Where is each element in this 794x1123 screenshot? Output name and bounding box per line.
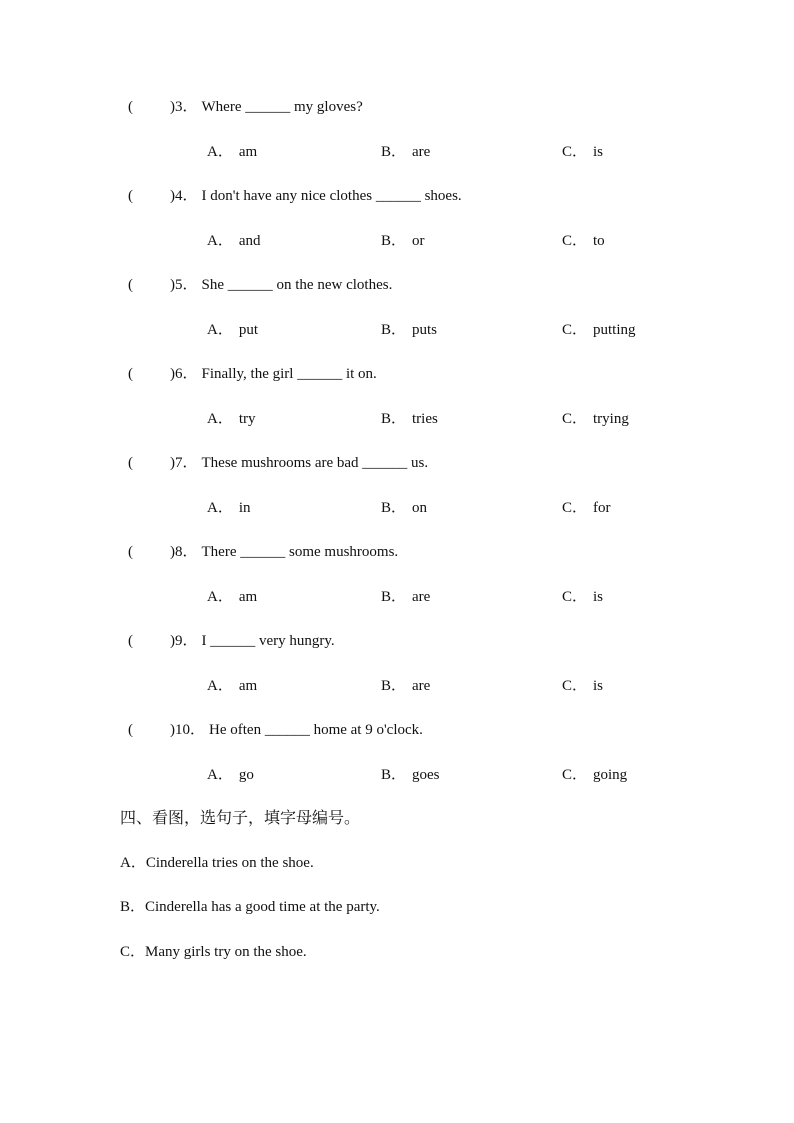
- option-letter: A．: [207, 411, 233, 427]
- section-title: 四、看图，选句子，填字母编号。: [120, 808, 361, 827]
- option-letter: C．: [562, 144, 588, 160]
- option-text: are: [412, 678, 431, 694]
- sentence-c: C．Many girls try on the shoe.: [120, 944, 307, 960]
- question-stem: [128, 96, 363, 118]
- question-stem: [128, 452, 428, 474]
- question-number: 7．: [175, 455, 198, 471]
- option-letter: C．: [562, 500, 588, 516]
- options-row: [0, 319, 794, 341]
- option-text: and: [238, 233, 261, 249]
- answer-paren-close: ): [170, 722, 175, 738]
- option-letter: C．: [562, 678, 588, 694]
- option-text: try: [238, 411, 256, 427]
- option-text: or: [412, 233, 425, 249]
- question-stem: [128, 363, 377, 385]
- question-number: 4．: [175, 188, 198, 204]
- answer-paren-open: (: [128, 722, 133, 738]
- option-text: tries: [412, 411, 438, 427]
- option-a: [207, 408, 256, 430]
- option-letter: C．: [562, 322, 588, 338]
- answer-paren-open: (: [128, 366, 133, 382]
- answer-paren-open: (: [128, 633, 133, 649]
- question-5: [0, 274, 794, 364]
- option-c: [562, 230, 605, 252]
- option-text: is: [593, 589, 604, 605]
- options-row: [0, 408, 794, 430]
- option-c: [562, 408, 629, 430]
- option-letter: A．: [207, 144, 233, 160]
- question-text: He often ______ home at 9 o'clock.: [209, 722, 423, 738]
- option-letter: C．: [562, 233, 588, 249]
- option-a: [207, 586, 257, 608]
- option-c: [562, 675, 603, 697]
- answer-paren-close: ): [170, 99, 175, 115]
- answer-paren-close: ): [170, 633, 175, 649]
- options-row: [0, 675, 794, 697]
- option-text: are: [412, 144, 431, 160]
- option-letter: B．: [381, 500, 407, 516]
- answer-paren-close: ): [170, 366, 175, 382]
- answer-paren-close: ): [170, 188, 175, 204]
- option-letter: A．: [207, 233, 233, 249]
- option-b: [381, 319, 437, 341]
- option-text: on: [412, 500, 428, 516]
- option-text: am: [238, 678, 258, 694]
- question-9: [0, 630, 794, 720]
- option-letter: A．: [207, 589, 233, 605]
- question-6: [0, 363, 794, 453]
- option-c: [562, 764, 627, 786]
- question-stem: [128, 541, 398, 563]
- question-text: Finally, the girl ______ it on.: [201, 366, 377, 382]
- option-c: [562, 497, 611, 519]
- question-text: Where ______ my gloves?: [201, 99, 363, 115]
- option-b: [381, 586, 430, 608]
- answer-paren-open: (: [128, 188, 133, 204]
- answer-paren-open: (: [128, 544, 133, 560]
- option-letter: A．: [207, 767, 233, 783]
- option-text: going: [593, 767, 628, 783]
- option-letter: B．: [381, 767, 407, 783]
- option-letter: B．: [381, 678, 407, 694]
- option-text: puts: [412, 322, 438, 338]
- option-text: goes: [412, 767, 440, 783]
- option-a: [207, 141, 257, 163]
- question-number: 5．: [175, 277, 198, 293]
- option-letter: C．: [562, 589, 588, 605]
- question-stem: [128, 719, 423, 741]
- option-text: trying: [593, 411, 629, 427]
- option-b: [381, 141, 430, 163]
- option-text: go: [238, 767, 254, 783]
- question-number: 10．: [175, 722, 206, 738]
- option-b: [381, 764, 440, 786]
- option-text: is: [593, 678, 604, 694]
- answer-paren-close: ): [170, 544, 175, 560]
- option-c: [562, 586, 603, 608]
- answer-paren-close: ): [170, 455, 175, 471]
- question-stem: [128, 185, 462, 207]
- option-letter: B．: [381, 233, 407, 249]
- question-number: 9．: [175, 633, 198, 649]
- options-row: [0, 586, 794, 608]
- answer-paren-close: ): [170, 277, 175, 293]
- option-letter: A．: [207, 500, 233, 516]
- option-text: are: [412, 589, 431, 605]
- question-text: I don't have any nice clothes ______ shoes.: [201, 188, 462, 204]
- question-7: [0, 452, 794, 542]
- option-a: [207, 764, 254, 786]
- option-letter: B．: [381, 144, 407, 160]
- option-text: for: [593, 500, 611, 516]
- question-8: [0, 541, 794, 631]
- option-letter: A．: [207, 678, 233, 694]
- question-10: [0, 719, 794, 809]
- answer-paren-open: (: [128, 99, 133, 115]
- option-c: [562, 319, 636, 341]
- options-row: [0, 230, 794, 252]
- option-text: putting: [593, 322, 636, 338]
- question-text: I ______ very hungry.: [201, 633, 335, 649]
- option-letter: C．: [562, 767, 588, 783]
- options-row: [0, 141, 794, 163]
- option-text: am: [238, 144, 258, 160]
- question-text: These mushrooms are bad ______ us.: [201, 455, 429, 471]
- sentence-a: A．Cinderella tries on the shoe.: [120, 855, 314, 871]
- option-b: [381, 675, 430, 697]
- question-3: [0, 96, 794, 186]
- option-text: to: [593, 233, 605, 249]
- option-letter: B．: [381, 322, 407, 338]
- option-letter: B．: [381, 411, 407, 427]
- option-a: [207, 675, 257, 697]
- option-b: [381, 497, 427, 519]
- answer-paren-open: (: [128, 455, 133, 471]
- option-letter: A．: [207, 322, 233, 338]
- question-number: 8．: [175, 544, 198, 560]
- question-text: She ______ on the new clothes.: [201, 277, 393, 293]
- answer-paren-open: (: [128, 277, 133, 293]
- option-text: put: [238, 322, 259, 338]
- option-text: is: [593, 144, 604, 160]
- question-4: [0, 185, 794, 275]
- question-stem: [128, 274, 392, 296]
- option-letter: B．: [381, 589, 407, 605]
- options-row: [0, 497, 794, 519]
- option-a: [207, 230, 261, 252]
- option-b: [381, 230, 425, 252]
- sentence-b: B．Cinderella has a good time at the party.: [120, 899, 380, 915]
- option-a: [207, 319, 258, 341]
- question-stem: [128, 630, 335, 652]
- question-text: There ______ some mushrooms.: [201, 544, 399, 560]
- option-letter: C．: [562, 411, 588, 427]
- option-text: am: [238, 589, 258, 605]
- question-number: 6．: [175, 366, 198, 382]
- option-b: [381, 408, 438, 430]
- option-a: [207, 497, 251, 519]
- option-c: [562, 141, 603, 163]
- options-row: [0, 764, 794, 786]
- option-text: in: [238, 500, 251, 516]
- question-number: 3．: [175, 99, 198, 115]
